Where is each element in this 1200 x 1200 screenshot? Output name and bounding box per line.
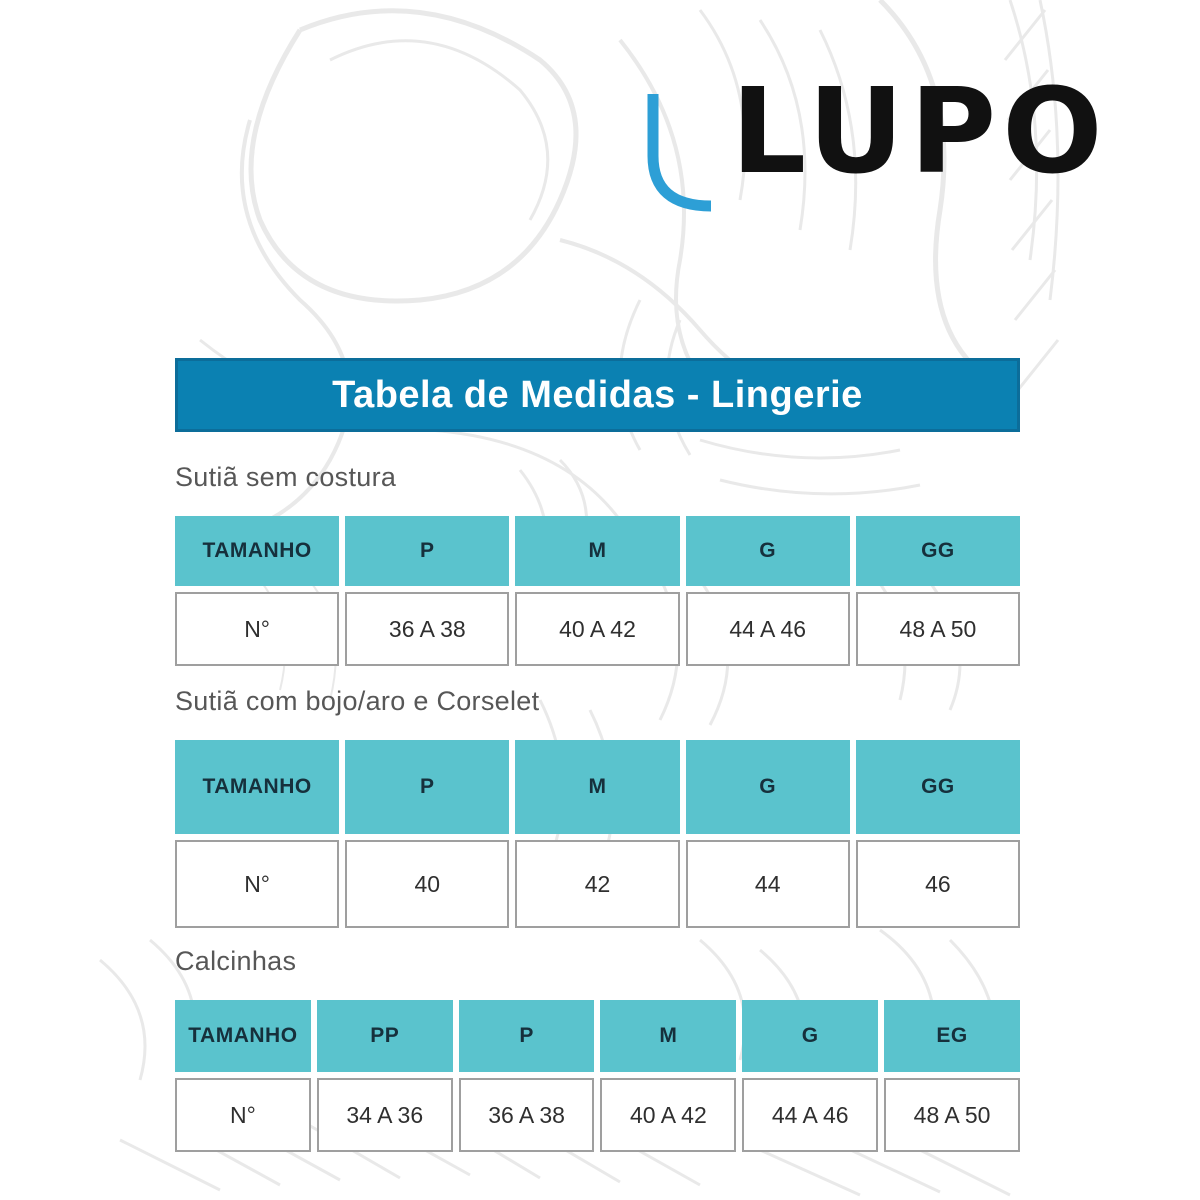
table-header-row [175, 1000, 1020, 1072]
data-cell: 48 A 50 [884, 1078, 1020, 1152]
table-header-row [175, 516, 1020, 586]
table-header-row [175, 740, 1020, 834]
page-title-banner [175, 358, 1020, 432]
data-cell: N° [175, 592, 339, 666]
data-cell: 40 [345, 840, 509, 928]
data-cell: 44 [686, 840, 850, 928]
table-section-label: Sutiã com bojo/aro e Corselet [175, 686, 540, 716]
header-cell: M [600, 1000, 736, 1072]
header-cell: TAMANHO [175, 516, 339, 586]
logo-swoosh-icon [645, 94, 725, 214]
data-cell: 36 A 38 [459, 1078, 595, 1152]
header-cell: G [686, 516, 850, 586]
header-cell: M [515, 516, 679, 586]
header-cell: TAMANHO [175, 740, 339, 834]
table-data-row [175, 592, 1020, 666]
data-cell: 34 A 36 [317, 1078, 453, 1152]
table-section-label: Calcinhas [175, 946, 297, 976]
data-cell: 42 [515, 840, 679, 928]
page-title: Tabela de Medidas - Lingerie [332, 373, 863, 416]
table-data-row [175, 840, 1020, 928]
header-cell: GG [856, 516, 1020, 586]
data-cell: 46 [856, 840, 1020, 928]
data-cell: N° [175, 840, 339, 928]
header-cell: GG [856, 740, 1020, 834]
size-table-section [175, 946, 1020, 1158]
header-cell: EG [884, 1000, 1020, 1072]
data-cell: 48 A 50 [856, 592, 1020, 666]
header-cell: M [515, 740, 679, 834]
header-cell: G [742, 1000, 878, 1072]
logo-text: LUPO [731, 62, 1109, 200]
data-cell: 40 A 42 [515, 592, 679, 666]
table-data-row [175, 1078, 1020, 1152]
data-cell: 40 A 42 [600, 1078, 736, 1152]
data-cell: N° [175, 1078, 311, 1152]
data-cell: 44 A 46 [686, 592, 850, 666]
header-cell: G [686, 740, 850, 834]
data-cell: 44 A 46 [742, 1078, 878, 1152]
table-section-label: Sutiã sem costura [175, 462, 397, 492]
data-cell: 36 A 38 [345, 592, 509, 666]
size-table-section [175, 686, 1020, 934]
lupo-logo [645, 62, 1109, 214]
header-cell: P [459, 1000, 595, 1072]
header-cell: TAMANHO [175, 1000, 311, 1072]
header-cell: PP [317, 1000, 453, 1072]
header-cell: P [345, 516, 509, 586]
size-table-section [175, 462, 1020, 672]
header-cell: P [345, 740, 509, 834]
